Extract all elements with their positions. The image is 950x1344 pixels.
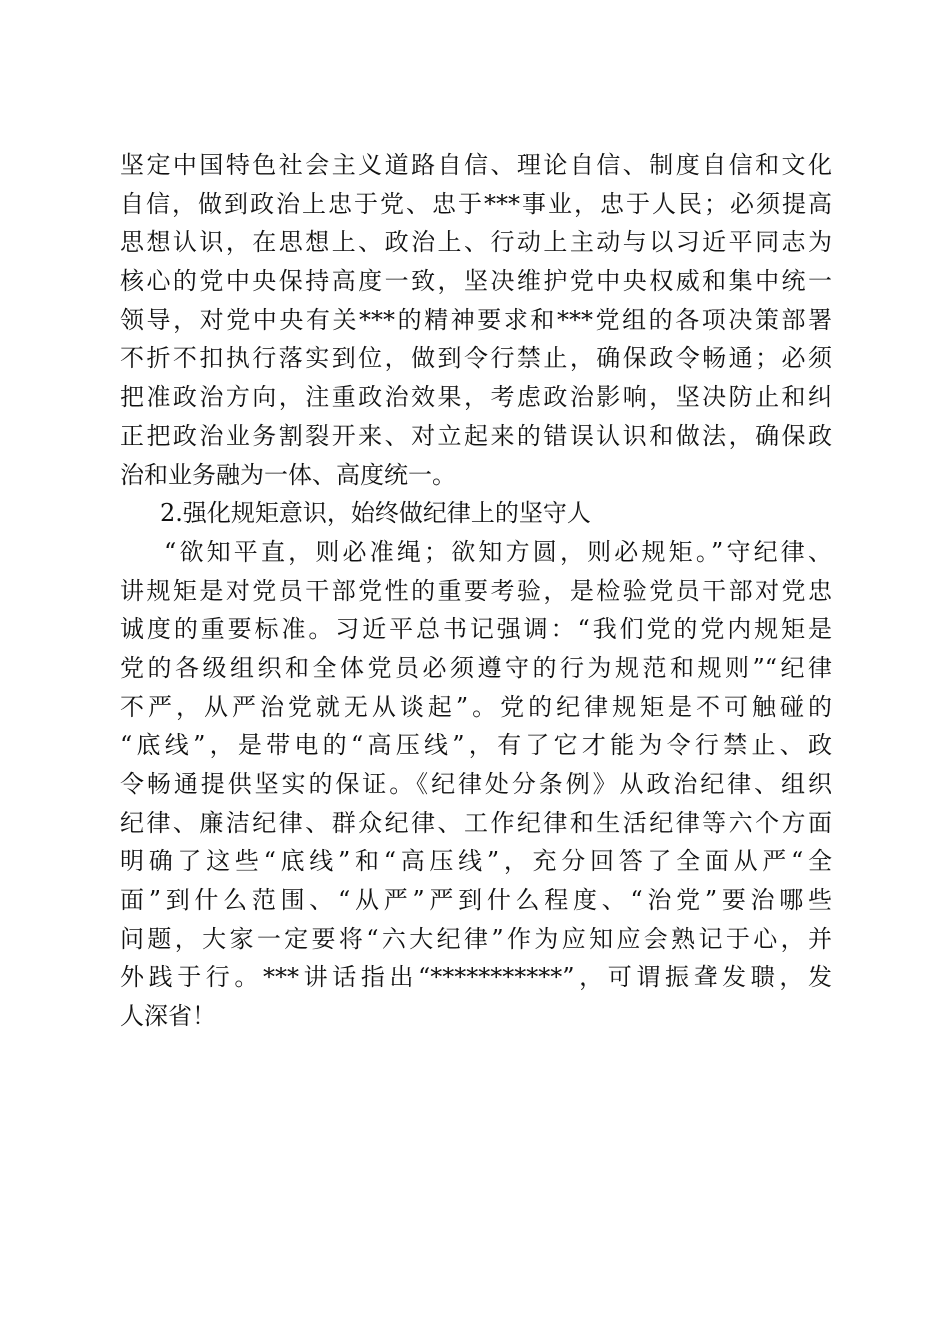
text-line-19: 明确了这些“底线”和“高压线”，充分回答了全面从严“全 [120, 847, 832, 876]
text-line-16: “底线”，是带电的“高压线”，有了它才能为令行禁止、政 [120, 731, 832, 760]
text-line-13: 诚度的重要标准。习近平总书记强调：“我们党的党内规矩是 [120, 615, 832, 644]
section-heading: 2.强化规矩意识，始终做纪律上的坚守人 [160, 499, 591, 528]
text-line-18: 纪律、廉洁纪律、群众纪律、工作纪律和生活纪律等六个方面 [120, 808, 832, 837]
text-line-4: 核心的党中央保持高度一致，坚决维护党中央权威和集中统一 [120, 267, 832, 296]
document-body [120, 146, 832, 1036]
text-line-5: 领导，对党中央有关***的精神要求和***党组的各项决策部署 [120, 305, 832, 334]
text-line-3: 思想认识，在思想上、政治上、行动上主动与以习近平同志为 [120, 228, 832, 257]
text-line-21: 问题，大家一定要将“六大纪律”作为应知应会熟记于心，并 [120, 924, 832, 953]
text-line-12: 讲规矩是对党员干部党性的重要考验，是检验党员干部对党忠 [120, 576, 832, 605]
text-line-1: 坚定中国特色社会主义道路自信、理论自信、制度自信和文化 [120, 151, 832, 179]
text-line-6: 不折不扣执行落实到位，做到令行禁止，确保政令畅通；必须 [120, 344, 832, 373]
text-line-11: “欲知平直，则必准绳；欲知方圆，则必规矩。”守纪律、 [164, 537, 832, 566]
text-line-2: 自信，做到政治上忠于党、忠于***事业，忠于人民；必须提高 [120, 189, 832, 218]
text-line-15: 不严，从严治党就无从谈起”。党的纪律规矩是不可触碰的 [120, 692, 832, 721]
text-line-14: 党的各级组织和全体党员必须遵守的行为规范和规则”“纪律 [120, 653, 832, 682]
text-line-22: 外践于行。***讲话指出“***********”，可谓振聋发聩，发 [120, 963, 832, 992]
text-line-7: 把准政治方向，注重政治效果，考虑政治影响，坚决防止和纠 [120, 383, 832, 412]
text-line-9: 治和业务融为一体、高度统一。 [120, 460, 456, 489]
text-line-17: 令畅通提供坚实的保证。《纪律处分条例》从政治纪律、组织 [120, 770, 832, 798]
text-line-8: 正把政治业务割裂开来、对立起来的错误认识和做法，确保政 [120, 421, 832, 450]
text-line-20: 面”到什么范围、“从严”严到什么程度、“治党”要治哪些 [120, 886, 832, 915]
text-line-23: 人深省！ [120, 1002, 216, 1031]
